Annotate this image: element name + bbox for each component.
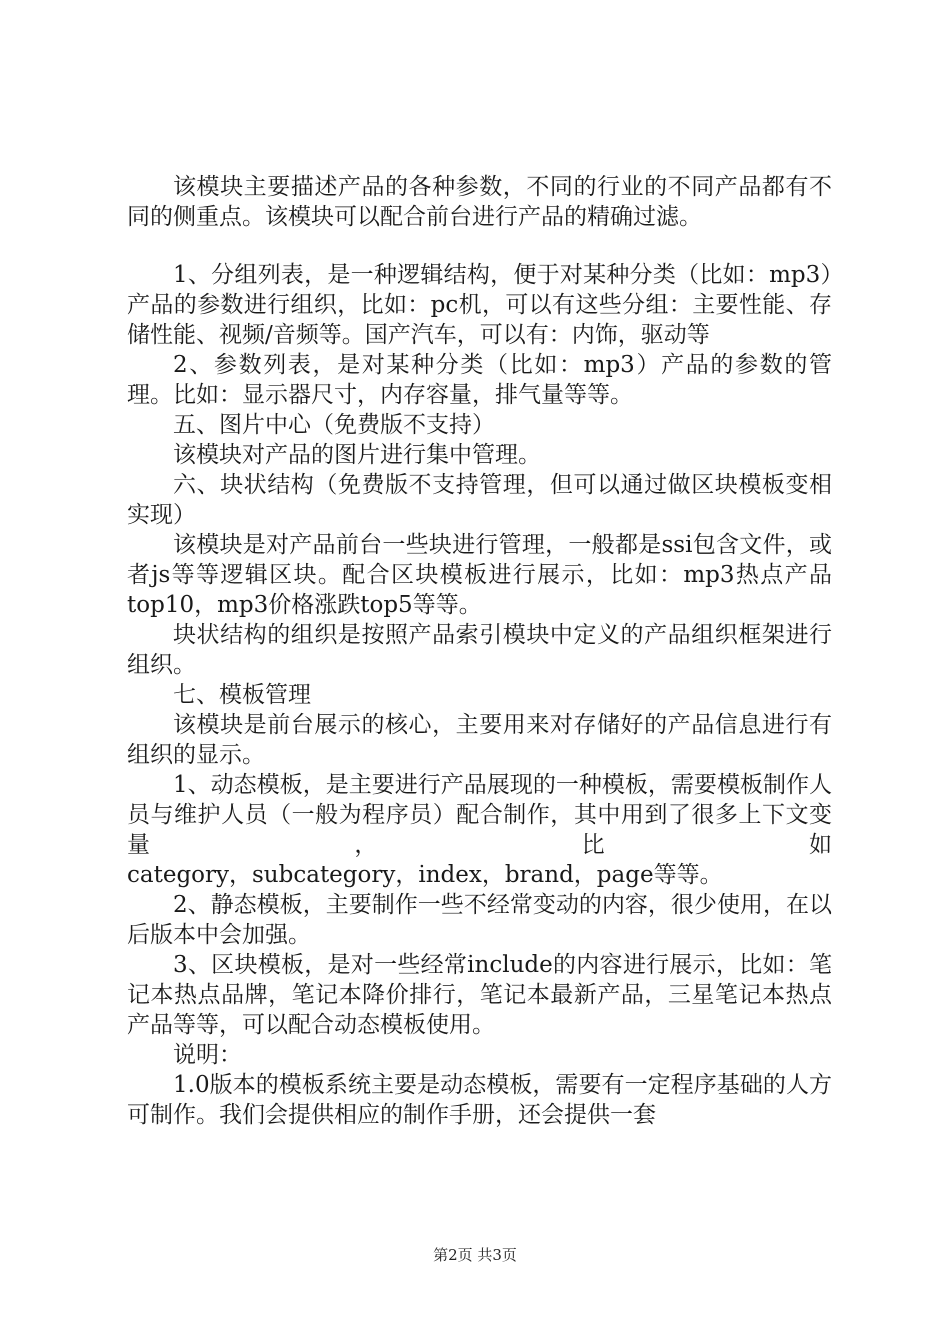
block-template-paragraph: 3、区块模板，是对一些经常include的内容进行展示，比如：笔记本热点品牌，笔记本降价排行，笔记本最新产品，三星笔记本热点产品等等，可以配合动态模板使用。 [127,952,832,1038]
block-structure-paragraph: 该模块是对产品前台一些块进行管理，一般都是ssi包含文件，或者js等等逻辑区块。配合区块模板进行展示，比如：mp3热点产品top10，mp3价格涨跌top5等等。 [127,532,832,618]
param-list-paragraph: 2、参数列表，是对某种分类（比如：mp3）产品的参数的管理。比如：显示器尺寸，内存容量，排气量等等。 [127,352,832,408]
dynamic-template-variables-line: category，subcategory，index，brand，page等等。 [127,862,723,888]
static-template-paragraph: 2、静态模板，主要制作一些不经常变动的内容，很少使用，在以后版本中会加强。 [127,892,832,948]
module-description-paragraph: 该模块主要描述产品的各种参数，不同的行业的不同产品都有不同的侧重点。该模块可以配合前台进行产品的精确过滤。 [127,174,832,230]
section-heading-block-structure: 六、块状结构（免费版不支持管理，但可以通过做区块模板变相实现） [127,472,832,528]
template-management-paragraph: 该模块是前台展示的核心，主要用来对存储好的产品信息进行有组织的显示。 [127,712,832,768]
section-heading-image-center: 五、图片中心（免费版不支持） [173,412,495,438]
image-center-paragraph: 该模块对产品的图片进行集中管理。 [173,442,541,468]
page-footer: 第2页 共3页 [433,1246,517,1264]
note-paragraph: 1.0版本的模板系统主要是动态模板，需要有一定程序基础的人方可制作。我们会提供相应的制作手册，还会提供一套 [127,1072,832,1128]
note-heading: 说明： [173,1042,242,1068]
dynamic-template-paragraph: 1、动态模板，是主要进行产品展现的一种模板，需要模板制作人员与维护人员（一般为程序员）配合制作，其中用到了很多上下文变量，比如 [127,772,832,858]
section-heading-template-management: 七、模板管理 [173,682,311,708]
document-body [127,172,832,1130]
block-structure-org-paragraph: 块状结构的组织是按照产品索引模块中定义的产品组织框架进行组织。 [127,622,832,678]
group-list-paragraph: 1、分组列表，是一种逻辑结构，便于对某种分类（比如：mp3）产品的参数进行组织，比如：pc机，可以有这些分组：主要性能、存储性能、视频/音频等。国产汽车，可以有：内饰，驱动等 [127,262,832,348]
